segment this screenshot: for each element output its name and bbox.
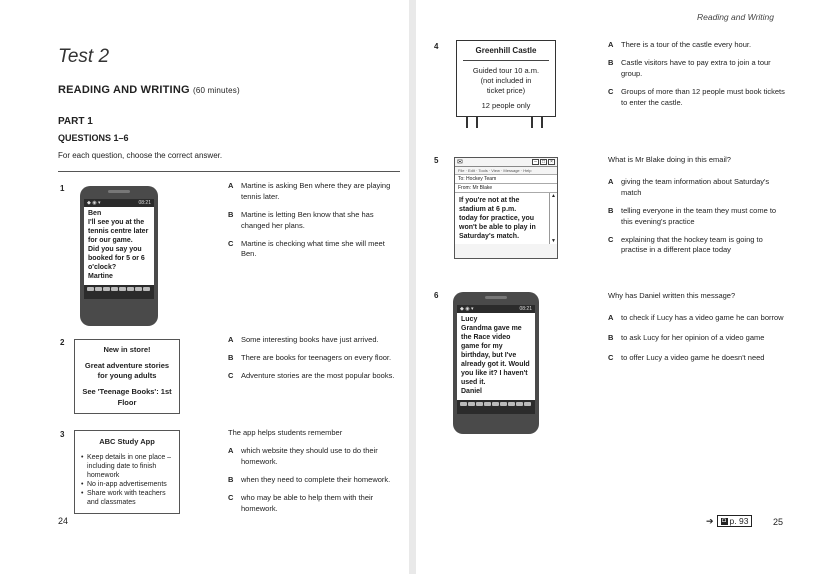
q5-stem: What is Mr Blake doing in this email? — [608, 155, 731, 164]
castle-sign — [456, 40, 556, 117]
minimize-icon[interactable]: – — [532, 159, 539, 165]
divider — [58, 171, 400, 172]
question-number-3: 3 — [60, 430, 65, 439]
message-line: game for my — [461, 342, 503, 350]
message-line: used it. — [461, 378, 486, 386]
window-controls — [532, 159, 555, 165]
signal-icon: ◆ ◉ ▾ — [87, 200, 101, 206]
option-b[interactable]: B Castle visitors have to pay extra to join a tour group. — [608, 57, 771, 78]
email-text — [455, 193, 549, 244]
page-number-left: 24 — [58, 516, 69, 526]
email-from: From: Mr Blake — [455, 184, 557, 193]
question-number-4: 4 — [434, 42, 439, 51]
message-line: today for practice, you — [459, 215, 535, 223]
q6-options — [608, 313, 786, 364]
arrow-right-icon: ➔ — [706, 515, 714, 526]
close-icon[interactable]: × — [548, 159, 555, 165]
option-c[interactable]: C Groups of more than 12 people must book tickets to enter the castle. — [608, 86, 785, 107]
message-line: o'clock? — [88, 263, 117, 271]
q3-stem: The app helps students remember — [228, 428, 343, 437]
message-line: Lucy — [461, 316, 478, 323]
store-notice — [74, 339, 180, 414]
page-ref-text: p. 93 — [729, 516, 749, 526]
questions-range: QUESTIONS 1–6 — [58, 133, 129, 143]
phone-status-bar — [84, 199, 154, 207]
sign-line: 12 people only — [481, 101, 531, 111]
option-a[interactable]: A to check if Lucy has a video game he can borrow — [608, 313, 784, 322]
keyboard-icon — [457, 400, 535, 414]
message-line: already got it. Would — [461, 360, 530, 368]
phone-speaker — [485, 296, 507, 299]
scroll-down-icon[interactable]: ▼ — [551, 238, 556, 245]
message-line: booked for 5 or 6 — [88, 254, 145, 262]
right-page — [416, 0, 826, 574]
message-line: won't be able to play in — [459, 224, 536, 232]
sign-post — [531, 116, 533, 128]
bullet: • Share work with teachers and classmates — [81, 490, 166, 507]
message-line: Did you say you — [88, 245, 142, 253]
option-c[interactable]: C explaining that the hockey team is going to practise in a different place today — [608, 234, 763, 255]
message-line: tennis centre later — [88, 227, 149, 235]
email-to: To: Hockey Team — [455, 175, 557, 184]
phone-1 — [80, 186, 158, 326]
notice-line: See 'Teenage Books': 1st Floor — [82, 387, 172, 407]
signal-icon: ◆ ◉ ▾ — [460, 306, 474, 312]
app-title: ABC Study App — [99, 437, 155, 446]
email-titlebar — [455, 158, 557, 167]
question-number-6: 6 — [434, 291, 439, 300]
section-minutes: (60 minutes) — [192, 86, 240, 95]
message-line: Daniel — [461, 387, 483, 395]
q1-options — [228, 181, 398, 260]
option-a[interactable]: A Martine is asking Ben where they are playing tennis later. — [228, 181, 391, 201]
option-c[interactable]: C who may be able to help them with their homework. — [228, 492, 374, 513]
q4-options — [608, 40, 786, 108]
section-title — [58, 84, 240, 96]
section-title-text: READING AND WRITING — [58, 84, 190, 96]
email-body — [455, 193, 557, 244]
envelope-icon: ✉ — [457, 159, 463, 166]
answer-key-icon: ◘ — [722, 517, 726, 524]
phone-6 — [453, 292, 539, 434]
q2-options — [228, 335, 398, 382]
maximize-icon[interactable]: □ — [541, 159, 546, 165]
text-message-1 — [84, 207, 154, 285]
option-c[interactable]: C Martine is checking what time she will meet Ben. — [228, 238, 385, 259]
scroll-up-icon[interactable]: ▲ — [551, 193, 556, 199]
sign-post — [476, 116, 478, 128]
bullet: • No in-app advertisements — [81, 481, 167, 489]
sign-line: ticket price) — [486, 86, 526, 96]
test-title: Test 2 — [58, 46, 110, 67]
notice-title: New in store! — [103, 345, 151, 354]
message-line: birthday, but I've — [461, 351, 517, 359]
sign-line: Guided tour 10 a.m. — [472, 65, 540, 75]
message-line: Ben — [88, 210, 102, 217]
q5-options — [608, 177, 786, 256]
part-title: PART 1 — [58, 116, 93, 127]
option-a[interactable]: A Some interesting books have just arrived. — [228, 335, 379, 344]
message-line: the Race video — [461, 333, 511, 341]
phone-speaker — [108, 190, 130, 193]
email-window — [454, 157, 558, 259]
message-line: you like it? I haven't — [461, 369, 528, 377]
option-b[interactable]: B when they need to complete their homework. — [228, 474, 391, 484]
question-number-1: 1 — [60, 184, 65, 193]
instruction: For each question, choose the correct answer. — [58, 151, 223, 160]
message-line: If you're not at the — [459, 197, 520, 204]
sign-post — [541, 116, 543, 128]
text-message-6 — [457, 313, 535, 400]
page-reference[interactable] — [706, 515, 752, 527]
running-head: Reading and Writing — [697, 12, 775, 22]
option-a[interactable]: A which website they should use to do their homework. — [228, 446, 378, 466]
message-line: Saturday's match. — [459, 233, 520, 241]
option-b[interactable]: B There are books for teenagers on every floor. — [228, 352, 392, 362]
question-number-2: 2 — [60, 338, 65, 347]
phone-status-bar — [457, 305, 535, 313]
option-a[interactable]: A There is a tour of the castle every hour. — [608, 40, 752, 49]
status-time: 08:21 — [138, 200, 151, 206]
page-ref-box — [717, 515, 753, 527]
option-a[interactable]: A giving the team information about Saturday's match — [608, 177, 770, 197]
q3-options — [228, 446, 403, 514]
email-scrollbar[interactable] — [549, 193, 557, 244]
q6-stem: Why has Daniel written this message? — [608, 291, 736, 300]
status-time: 08:21 — [519, 306, 532, 312]
option-c[interactable]: C Adventure stories are the most popular books. — [228, 370, 395, 380]
page-number-right: 25 — [773, 517, 784, 527]
option-b[interactable]: B Martine is letting Ben know that she has changed her plans. — [228, 209, 374, 230]
bullet: • Keep details in one place – including date to finish homework — [81, 453, 172, 479]
sign-post — [466, 116, 468, 128]
left-page — [0, 0, 409, 574]
message-line: Martine — [88, 272, 113, 280]
message-line: I'll see you at the — [88, 218, 145, 226]
notice-line: Great adventure stories for young adults — [84, 361, 170, 381]
sign-line: (not included in — [480, 75, 532, 85]
message-line: for our game. — [88, 236, 133, 244]
question-number-5: 5 — [434, 156, 439, 165]
app-notice — [74, 430, 180, 514]
sign-title: Greenhill Castle — [463, 46, 549, 61]
option-b[interactable]: B telling everyone in the team they must come to this evening's practice — [608, 205, 777, 226]
message-line: Grandma gave me — [461, 324, 522, 332]
message-line: stadium at 6 p.m. — [459, 206, 517, 214]
option-b[interactable]: B to ask Lucy for her opinion of a video game — [608, 332, 765, 342]
email-menubar: File · Edit · Tools · View · Message · Help — [455, 167, 557, 175]
keyboard-icon — [84, 285, 154, 299]
option-c[interactable]: C to offer Lucy a video game he doesn't need — [608, 352, 765, 362]
